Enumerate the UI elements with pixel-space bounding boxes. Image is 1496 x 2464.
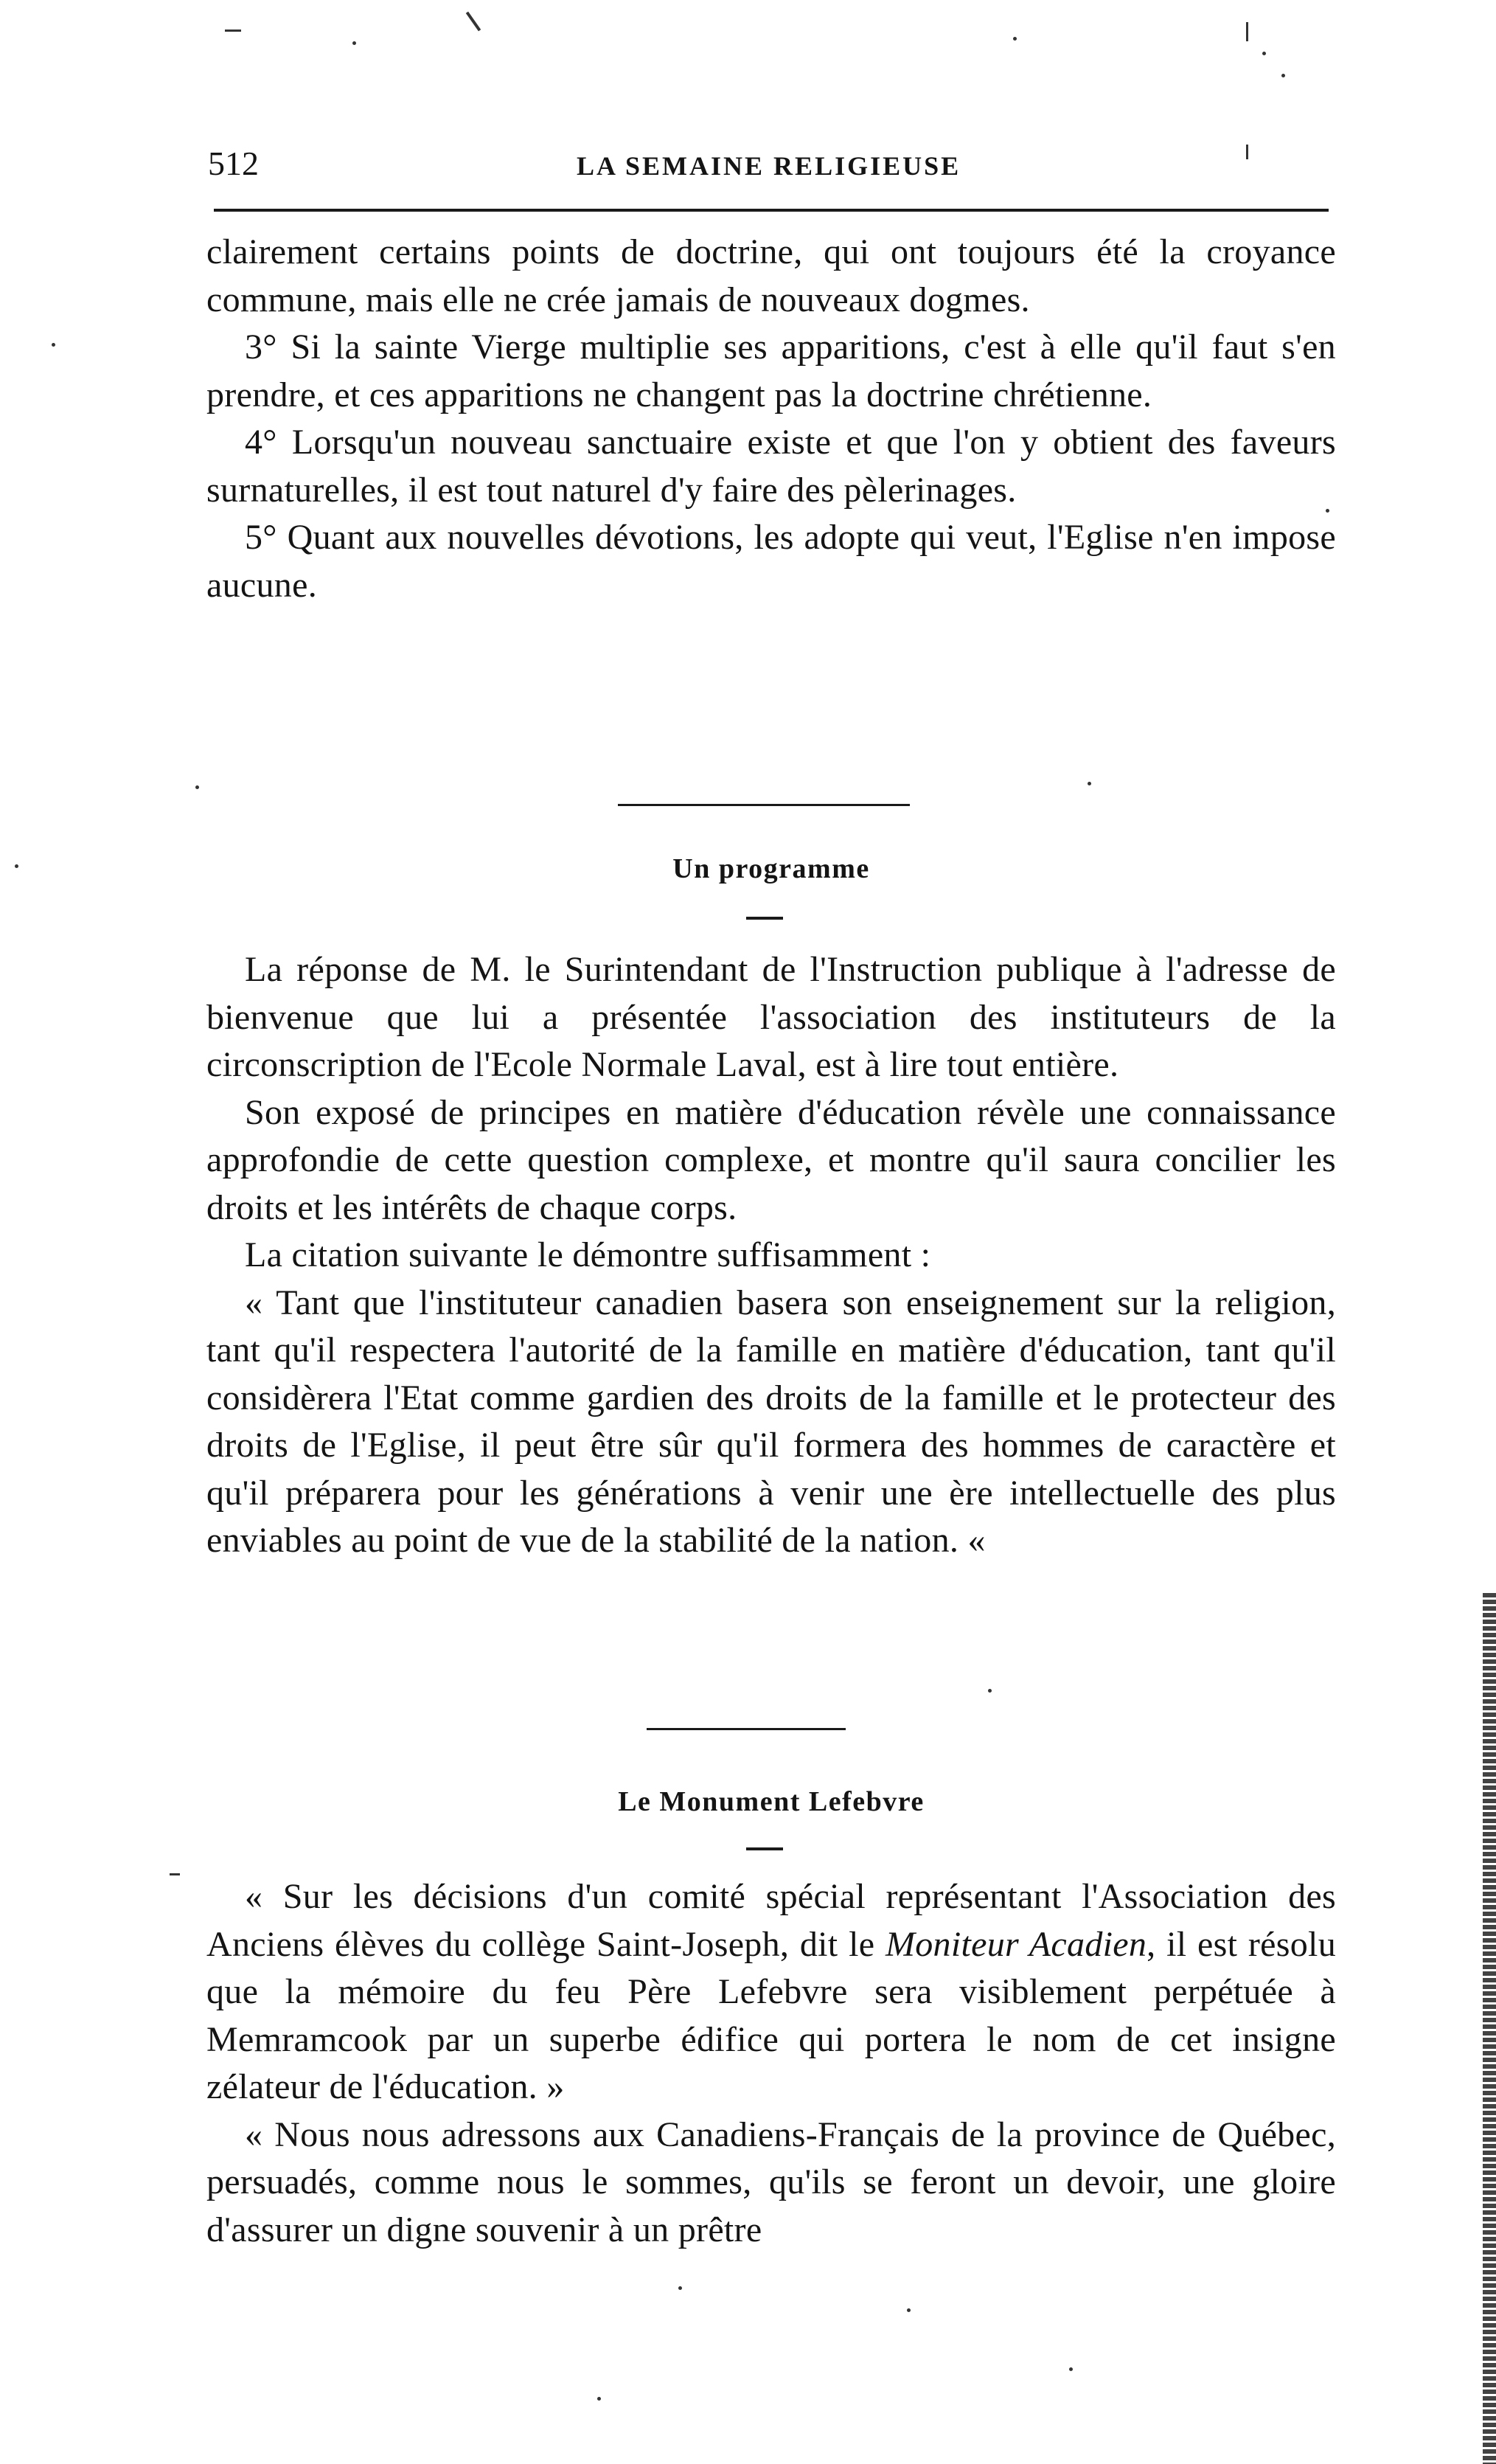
paragraph: La citation suivante le démontre suffisamment : bbox=[245, 1235, 931, 1274]
page-edge-shadow bbox=[1483, 1593, 1496, 2464]
running-title: LA SEMAINE RELIGIEUSE bbox=[577, 151, 961, 181]
header-rule bbox=[214, 209, 1329, 212]
section-programme-text bbox=[206, 946, 1336, 1565]
paragraph: La réponse de M. le Surintendant de l'Instruction publique à l'adresse de bienvenue que lui a présentée l'association des instituteurs de la circonscription de l'Ecole Normale Laval, est à lire tout entière. bbox=[206, 950, 1336, 1084]
paragraph bbox=[206, 1873, 1336, 2111]
paragraph: 3° Si la sainte Vierge multiplie ses apparitions, c'est à elle qu'il faut s'en prendre, et ces apparitions ne changent pas la doctrine chrétienne. bbox=[206, 327, 1336, 414]
section-divider bbox=[618, 804, 910, 806]
newspaper-title: Moniteur Acadien bbox=[885, 1924, 1147, 1964]
title-dash bbox=[746, 917, 783, 920]
paragraph: Son exposé de principes en matière d'éducation révèle une connaissance approfondie de cette question complexe, et montre qu'il saura concilier les droits et les intérêts de chaque corps. bbox=[206, 1092, 1336, 1227]
section-title-programme: Un programme bbox=[672, 853, 870, 884]
running-header bbox=[208, 142, 1329, 186]
quotation: « Tant que l'instituteur canadien basera son enseignement sur la religion, tant qu'il respectera l'autorité de la famille en matière d'éducation, tant qu'il considèrera l'Etat comme gardien des droits de la famille et le protecteur des droits de l'Eglise, il peut être sûr qu'il formera des hommes de caractère et qu'il préparera pour les générations à venir une ère intellectuelle des plus enviables au point de vue de la stabilité de la nation. « bbox=[206, 1283, 1336, 1560]
paragraph: « Nous nous adressons aux Canadiens-Français de la province de Québec, persuadés, comme nous le sommes, qu'ils se feront un devoir, une gloire d'assurer un digne souvenir à un prêtre bbox=[206, 2114, 1336, 2249]
paragraph: 5° Quant aux nouvelles dévotions, les adopte qui veut, l'Eglise n'en impose aucune. bbox=[206, 518, 1336, 605]
text-run: « Sur les décisions d'un comité spécial représentant l'Association des Anciens élèves du collège Saint-Joseph, dit le bbox=[206, 1877, 1336, 1964]
intro-text bbox=[206, 229, 1336, 609]
section-monument-text bbox=[206, 1873, 1336, 2254]
text-run: , il est résolu que la mémoire du feu Père Lefebvre sera visiblement perpétuée à Memramcook par un superbe édifice qui portera le nom de cet insigne zélateur de l'éducation. » bbox=[206, 1924, 1336, 2106]
paragraph: 4° Lorsqu'un nouveau sanctuaire existe et que l'on y obtient des faveurs surnaturelles, il est tout naturel d'y faire des pèlerinages. bbox=[206, 423, 1336, 510]
paragraph: clairement certains points de doctrine, qui ont toujours été la croyance commune, mais elle ne crée jamais de nouveaux dogmes. bbox=[206, 232, 1336, 319]
section-title-monument: Le Monument Lefebvre bbox=[618, 1786, 925, 1817]
page-number: 512 bbox=[208, 145, 259, 182]
title-dash bbox=[746, 1847, 783, 1850]
section-divider bbox=[647, 1728, 846, 1730]
